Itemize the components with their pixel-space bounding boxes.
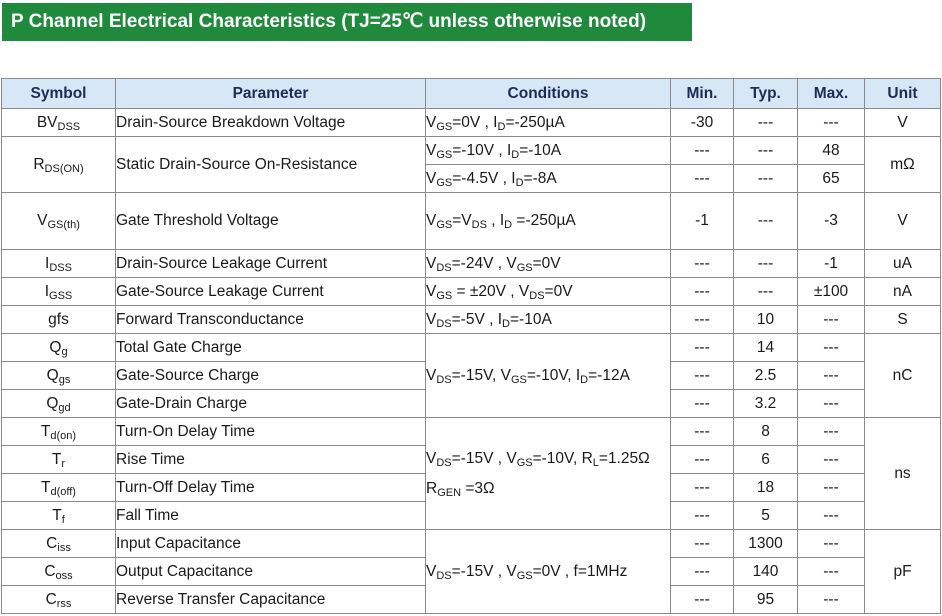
symbol-subscript: d(on) — [50, 429, 77, 442]
cond-text: V — [426, 449, 437, 467]
cond-text: =-24V , V — [451, 254, 517, 272]
parameter-cell: Drain-Source Leakage Current — [116, 250, 426, 278]
header-parameter: Parameter — [116, 79, 426, 109]
cond-text: R — [426, 479, 438, 497]
max-cell: --- — [798, 474, 865, 502]
symbol-text: BV — [36, 113, 58, 131]
symbol-text: Q — [46, 366, 59, 384]
min-cell: --- — [671, 558, 734, 586]
max-cell: -1 — [798, 250, 865, 278]
conditions-cell — [426, 334, 671, 418]
cond-sub: GS — [436, 289, 453, 302]
cond-text: =-4.5V , I — [452, 169, 516, 187]
symbol-subscript: DSS — [49, 261, 72, 274]
symbol-text: Q — [46, 394, 59, 412]
min-cell: --- — [671, 165, 734, 193]
conditions-cell — [426, 306, 671, 334]
cond-sub: DS — [529, 289, 545, 302]
unit-cell: ns — [865, 418, 941, 530]
table-row — [2, 137, 941, 165]
symbol-text: T — [51, 450, 62, 468]
conditions-cell — [426, 109, 671, 137]
unit-cell: nC — [865, 334, 941, 418]
symbol-subscript: g — [61, 345, 68, 358]
max-cell: 65 — [798, 165, 865, 193]
symbol-cell — [2, 502, 116, 530]
typ-cell: --- — [734, 137, 798, 165]
cond-sub: D — [502, 317, 510, 330]
table-row — [2, 418, 941, 446]
electrical-characteristics-table — [1, 78, 941, 614]
cond-sub: D — [580, 373, 589, 386]
typ-cell: 1300 — [734, 530, 798, 558]
cond-sub: D — [511, 148, 520, 161]
cond-text: =-10A — [519, 141, 562, 159]
section-title: P Channel Electrical Characteristics (TJ=25℃ unless otherwise noted) — [2, 3, 692, 41]
cond-text: V — [426, 141, 437, 159]
symbol-subscript: f — [61, 513, 65, 526]
header-unit: Unit — [865, 79, 941, 109]
unit-cell: uA — [865, 250, 941, 278]
conditions-cell — [426, 250, 671, 278]
max-cell: --- — [798, 446, 865, 474]
symbol-text: C — [45, 590, 57, 608]
max-cell: 48 — [798, 137, 865, 165]
symbol-cell — [2, 530, 116, 558]
header-min: Min. — [671, 79, 734, 109]
max-cell: --- — [798, 362, 865, 390]
min-cell: --- — [671, 586, 734, 614]
header-typ: Typ. — [734, 79, 798, 109]
conditions-cell — [426, 530, 671, 614]
parameter-cell: Forward Transconductance — [116, 306, 426, 334]
cond-sub: GEN — [437, 486, 462, 499]
cond-sub: GS — [436, 120, 453, 133]
cond-sub: GS — [516, 569, 533, 582]
cond-sub: D — [515, 176, 524, 189]
parameter-cell: Output Capacitance — [116, 558, 426, 586]
symbol-cell — [2, 250, 116, 278]
parameter-cell: Turn-Off Delay Time — [116, 474, 426, 502]
symbol-cell — [2, 334, 116, 362]
symbol-text: I — [44, 282, 50, 300]
parameter-cell: Gate-Source Charge — [116, 362, 426, 390]
table-row — [2, 278, 941, 306]
parameter-cell: Turn-On Delay Time — [116, 418, 426, 446]
cond-sub: DS — [436, 569, 452, 582]
symbol-cell — [2, 109, 116, 137]
cond-sub: GS — [516, 261, 533, 274]
min-cell: --- — [671, 390, 734, 418]
cond-text: V — [426, 562, 437, 580]
cond-sub: DS — [436, 317, 452, 330]
symbol-cell — [2, 137, 116, 193]
table-row — [2, 530, 941, 558]
typ-cell: 5 — [734, 502, 798, 530]
min-cell: --- — [671, 250, 734, 278]
symbol-text: R — [33, 155, 45, 173]
cond-sub: DS — [471, 219, 487, 231]
typ-cell: 18 — [734, 474, 798, 502]
conditions-cell — [426, 193, 671, 250]
cond-sub: L — [592, 456, 599, 469]
symbol-subscript: oss — [55, 569, 73, 582]
cond-text: =V — [452, 212, 472, 229]
min-cell: -30 — [671, 109, 734, 137]
cond-text: =-10A — [509, 310, 552, 328]
cond-text: =0V , I — [452, 113, 498, 131]
cond-sub: GS — [510, 373, 527, 386]
min-cell: --- — [671, 278, 734, 306]
max-cell: ±100 — [798, 278, 865, 306]
typ-cell: --- — [734, 278, 798, 306]
cond-text: =-10V , I — [452, 141, 512, 159]
typ-cell: 10 — [734, 306, 798, 334]
cond-sub: GS — [516, 456, 533, 469]
cond-text: =-15V, V — [451, 366, 511, 384]
typ-cell: 6 — [734, 446, 798, 474]
header-max: Max. — [798, 79, 865, 109]
typ-cell: 14 — [734, 334, 798, 362]
parameter-cell: Reverse Transfer Capacitance — [116, 586, 426, 614]
symbol-cell — [2, 418, 116, 446]
symbol-cell — [2, 474, 116, 502]
cond-text: V — [426, 310, 437, 328]
table-row — [2, 334, 941, 362]
symbol-subscript: r — [61, 457, 66, 470]
typ-cell: --- — [734, 193, 798, 250]
typ-cell: --- — [734, 109, 798, 137]
unit-cell: mΩ — [865, 137, 941, 193]
cond-text: V — [426, 212, 437, 229]
symbol-text: C — [44, 562, 56, 580]
min-cell: --- — [671, 530, 734, 558]
max-cell: --- — [798, 586, 865, 614]
cond-text: =-15V , V — [451, 449, 517, 467]
parameter-cell: Static Drain-Source On-Resistance — [116, 137, 426, 193]
cond-sub: GS — [436, 148, 453, 161]
conditions-cell — [426, 165, 671, 193]
cond-text: =0V , f=1MHz — [532, 562, 628, 580]
conditions-cell — [426, 418, 671, 530]
cond-text: = ±20V , V — [452, 282, 530, 300]
header-symbol: Symbol — [2, 79, 116, 109]
unit-cell: pF — [865, 530, 941, 614]
max-cell: --- — [798, 558, 865, 586]
cond-text: =1.25Ω — [598, 449, 650, 467]
table-header-row — [2, 79, 941, 109]
parameter-cell: Gate-Source Leakage Current — [116, 278, 426, 306]
cond-text: V — [426, 254, 437, 272]
cond-line-2 — [426, 474, 670, 504]
parameter-cell: Input Capacitance — [116, 530, 426, 558]
table-row — [2, 109, 941, 137]
cond-sub: GS — [436, 176, 453, 189]
cond-text: =-8A — [523, 169, 557, 187]
typ-cell: 2.5 — [734, 362, 798, 390]
min-cell: --- — [671, 418, 734, 446]
conditions-cell — [426, 278, 671, 306]
cond-text: , I — [486, 212, 505, 229]
unit-cell: nA — [865, 278, 941, 306]
symbol-text: C — [46, 534, 58, 552]
unit-cell: V — [865, 109, 941, 137]
cond-text: =-5V , I — [451, 310, 503, 328]
symbol-cell — [2, 278, 116, 306]
symbol-subscript: DSS — [57, 120, 81, 133]
cond-text: =-250µA — [512, 212, 576, 229]
cond-sub: DS — [436, 456, 452, 469]
symbol-cell: gfs — [2, 306, 116, 334]
table-row — [2, 306, 941, 334]
table-row — [2, 250, 941, 278]
cond-text: =-250µA — [505, 113, 565, 131]
symbol-subscript: iss — [57, 541, 71, 554]
symbol-text: T — [41, 478, 51, 496]
symbol-cell — [2, 446, 116, 474]
symbol-subscript: gs — [58, 373, 71, 386]
max-cell: --- — [798, 530, 865, 558]
parameter-cell: Gate Threshold Voltage — [116, 193, 426, 250]
unit-cell: V — [865, 193, 941, 250]
conditions-cell — [426, 137, 671, 165]
max-cell: --- — [798, 109, 865, 137]
cond-text: =0V — [544, 282, 573, 300]
symbol-subscript: rss — [56, 597, 72, 610]
min-cell: --- — [671, 474, 734, 502]
cond-sub: DS — [436, 373, 452, 386]
table-row — [2, 193, 941, 250]
symbol-text: Q — [49, 338, 62, 356]
max-cell: --- — [798, 306, 865, 334]
symbol-subscript: GS(th) — [47, 219, 80, 231]
symbol-cell — [2, 586, 116, 614]
parameter-cell: Fall Time — [116, 502, 426, 530]
symbol-cell — [2, 362, 116, 390]
cond-text: =3Ω — [461, 479, 495, 497]
parameter-cell: Drain-Source Breakdown Voltage — [116, 109, 426, 137]
min-cell: --- — [671, 137, 734, 165]
symbol-cell — [2, 193, 116, 250]
cond-text: =-15V , V — [451, 562, 517, 580]
cond-sub: D — [497, 120, 506, 133]
typ-cell: 95 — [734, 586, 798, 614]
min-cell: --- — [671, 446, 734, 474]
parameter-cell: Total Gate Charge — [116, 334, 426, 362]
parameter-cell: Rise Time — [116, 446, 426, 474]
symbol-text: I — [45, 254, 50, 272]
max-cell: -3 — [798, 193, 865, 250]
max-cell: --- — [798, 334, 865, 362]
symbol-subscript: d(off) — [50, 485, 76, 498]
parameter-cell: Gate-Drain Charge — [116, 390, 426, 418]
min-cell: --- — [671, 334, 734, 362]
symbol-subscript: GSS — [49, 289, 73, 302]
cond-text: V — [426, 113, 437, 131]
symbol-cell — [2, 390, 116, 418]
header-conditions: Conditions — [426, 79, 671, 109]
cond-text: V — [426, 282, 437, 300]
symbol-cell — [2, 558, 116, 586]
cond-sub: D — [504, 219, 513, 231]
cond-sub: GS — [436, 219, 453, 231]
symbol-text: V — [37, 212, 48, 229]
symbol-subscript: DS(ON) — [44, 162, 84, 175]
typ-cell: 140 — [734, 558, 798, 586]
unit-cell: S — [865, 306, 941, 334]
cond-line-1 — [426, 444, 670, 474]
max-cell: --- — [798, 502, 865, 530]
symbol-subscript: gd — [58, 401, 71, 414]
typ-cell: 8 — [734, 418, 798, 446]
min-cell: --- — [671, 502, 734, 530]
symbol-text: T — [52, 506, 62, 524]
cond-text: =0V — [532, 254, 561, 272]
cond-text: =-10V, I — [526, 366, 581, 384]
cond-text: V — [426, 169, 437, 187]
max-cell: --- — [798, 418, 865, 446]
min-cell: -1 — [671, 193, 734, 250]
cond-text: =-12A — [588, 366, 630, 384]
cond-text: =-10V, R — [532, 449, 593, 467]
typ-cell: 3.2 — [734, 390, 798, 418]
max-cell: --- — [798, 390, 865, 418]
typ-cell: --- — [734, 165, 798, 193]
cond-text: V — [426, 366, 437, 384]
min-cell: --- — [671, 306, 734, 334]
min-cell: --- — [671, 362, 734, 390]
typ-cell: --- — [734, 250, 798, 278]
symbol-text: T — [40, 422, 51, 440]
cond-sub: DS — [436, 261, 452, 274]
